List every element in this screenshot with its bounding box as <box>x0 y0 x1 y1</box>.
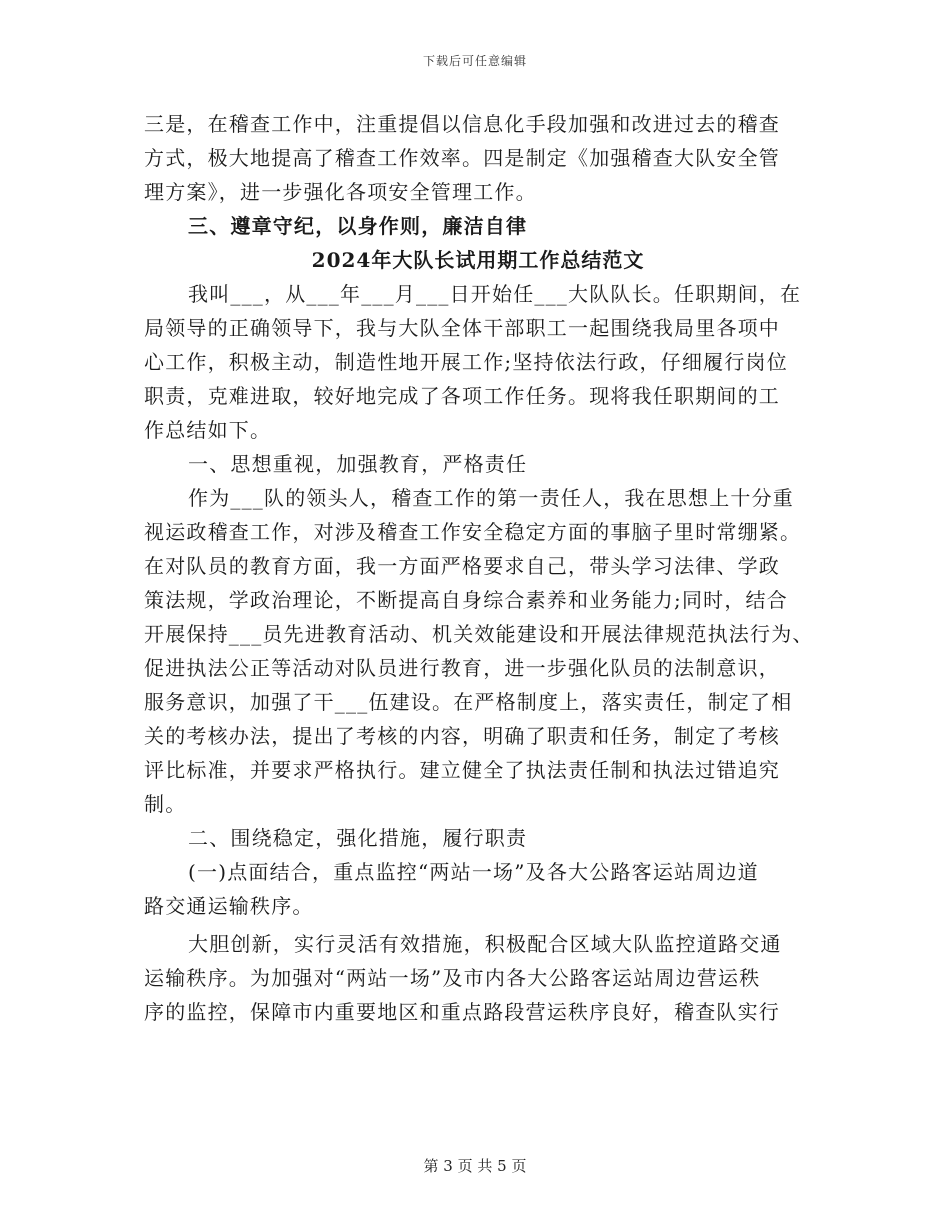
paragraph-line: 开展保持___员先进教育活动、机关效能建设和开展法律规范执法行为、 <box>144 622 814 646</box>
paragraph-line: (一)点面结合，重点监控“两站一场”及各大公路客运站周边道 <box>188 860 759 884</box>
section-heading: 三、遵章守纪，以身作则，廉洁自律 <box>188 214 528 238</box>
paragraph-line: 作总结如下。 <box>144 418 272 442</box>
paragraph-line: 作为___队的领头人，稽查工作的第一责任人，我在思想上十分重 <box>188 486 794 510</box>
paragraph-line: 关的考核办法，提出了考核的内容，明确了职责和任务，制定了考核 <box>144 724 780 748</box>
paragraph-line: 视运政稽查工作，对涉及稽查工作安全稳定方面的事脑子里时常绷紧。 <box>144 520 802 544</box>
paragraph-line: 心工作，积极主动，制造性地开展工作;坚持依法行政，仔细履行岗位 <box>144 350 788 374</box>
paragraph-line: 序的监控，保障市内重要地区和重点路段营运秩序良好，稽查队实行 <box>144 1000 780 1024</box>
paragraph-line: 策法规，学政治理论，不断提高自身综合素养和业务能力;同时，结合 <box>144 588 788 612</box>
paragraph-line: 在对队员的教育方面，我一方面严格要求自己，带头学习法律、学政 <box>144 554 780 578</box>
paragraph-line: 局领导的正确领导下，我与大队全体干部职工一起围绕我局里各项中 <box>144 316 780 340</box>
document-body <box>144 107 812 1029</box>
paragraph-line: 三是，在稽查工作中，注重提倡以信息化手段加强和改进过去的稽查 <box>144 112 780 136</box>
paragraph-line: 理方案》，进一步强化各项安全管理工作。 <box>144 180 537 204</box>
paragraph-line: 服务意识，加强了干___伍建设。在严格制度上，落实责任，制定了相 <box>144 690 793 714</box>
section-heading: 一、思想重视，加强教育，严格责任 <box>188 452 528 476</box>
paragraph-line: 运输秩序。为加强对“两站一场”及市内各大公路客运站周边营运秩 <box>144 966 761 990</box>
document-title: 2024年大队长试用期工作总结范文 <box>311 248 645 272</box>
paragraph-line: 促进执法公正等活动对队员进行教育，进一步强化队员的法制意识， <box>144 656 780 680</box>
page-number-footer: 第 3 页 共 5 页 <box>423 1157 527 1175</box>
page-header-note: 下载后可任意编辑 <box>422 54 527 68</box>
paragraph-line: 大胆创新，实行灵活有效措施，积极配合区域大队监控道路交通 <box>188 932 782 956</box>
paragraph-line: 方式，极大地提高了稽查工作效率。四是制定《加强稽查大队安全管 <box>144 146 780 170</box>
section-heading: 二、围绕稳定，强化措施，履行职责 <box>188 826 528 850</box>
paragraph-line: 制。 <box>144 792 187 816</box>
paragraph-line: 路交通运输秩序。 <box>144 894 314 918</box>
paragraph-line: 我叫___，从___年___月___日开始任___大队队长。任职期间，在 <box>188 282 802 306</box>
paragraph-line: 职责，克难进取，较好地完成了各项工作任务。现将我任职期间的工 <box>144 384 780 408</box>
paragraph-line: 评比标准，并要求严格执行。建立健全了执法责任制和执法过错追究 <box>144 758 780 782</box>
